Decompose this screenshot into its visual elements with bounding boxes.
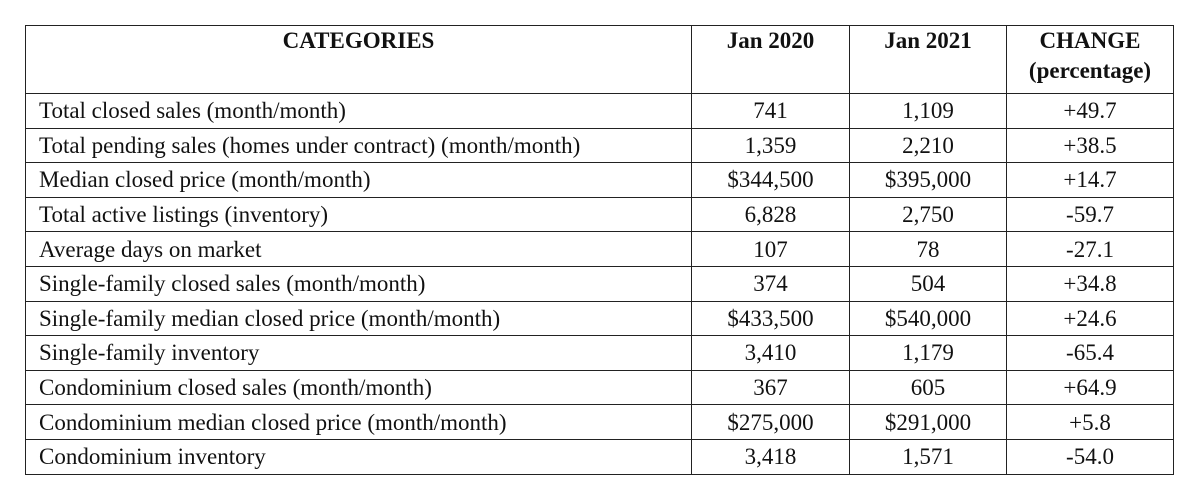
change-cell: +38.5 bbox=[1007, 128, 1174, 163]
category-cell: Single-family median closed price (month/month) bbox=[26, 301, 692, 336]
header-row bbox=[26, 26, 1174, 94]
table-row bbox=[26, 439, 1174, 474]
change-cell: -54.0 bbox=[1007, 439, 1174, 474]
table-header bbox=[26, 26, 1174, 94]
category-cell: Single-family closed sales (month/month) bbox=[26, 266, 692, 301]
change-cell: -65.4 bbox=[1007, 336, 1174, 371]
header-change-label: CHANGE bbox=[1039, 28, 1141, 53]
jan-2021-cell: 1,109 bbox=[850, 94, 1007, 129]
table-row bbox=[26, 370, 1174, 405]
category-cell: Condominium median closed price (month/month) bbox=[26, 405, 692, 440]
table-row bbox=[26, 128, 1174, 163]
jan-2021-cell: 605 bbox=[850, 370, 1007, 405]
header-jan-2021-label: Jan 2021 bbox=[884, 28, 972, 53]
change-cell: +5.8 bbox=[1007, 405, 1174, 440]
category-cell: Condominium inventory bbox=[26, 439, 692, 474]
table-body bbox=[26, 94, 1174, 475]
jan-2020-cell: $433,500 bbox=[692, 301, 850, 336]
header-change-unit: (percentage) bbox=[1028, 58, 1152, 83]
table-row bbox=[26, 197, 1174, 232]
change-cell: -59.7 bbox=[1007, 197, 1174, 232]
header-categories-label: CATEGORIES bbox=[282, 28, 435, 53]
jan-2020-cell: 3,410 bbox=[692, 336, 850, 371]
jan-2021-cell: 78 bbox=[850, 232, 1007, 267]
category-cell: Single-family inventory bbox=[26, 336, 692, 371]
header-jan-2021 bbox=[850, 26, 1007, 94]
change-cell: +64.9 bbox=[1007, 370, 1174, 405]
jan-2020-cell: 6,828 bbox=[692, 197, 850, 232]
table-row bbox=[26, 336, 1174, 371]
table-row bbox=[26, 163, 1174, 198]
header-jan-2020-label: Jan 2020 bbox=[726, 28, 815, 53]
category-cell: Condominium closed sales (month/month) bbox=[26, 370, 692, 405]
change-cell: +24.6 bbox=[1007, 301, 1174, 336]
jan-2020-cell: $275,000 bbox=[692, 405, 850, 440]
category-cell: Total pending sales (homes under contract) (month/month) bbox=[26, 128, 692, 163]
category-cell: Total active listings (inventory) bbox=[26, 197, 692, 232]
jan-2021-cell: $395,000 bbox=[850, 163, 1007, 198]
table-row bbox=[26, 405, 1174, 440]
jan-2021-cell: 1,179 bbox=[850, 336, 1007, 371]
jan-2020-cell: 3,418 bbox=[692, 439, 850, 474]
jan-2021-cell: 2,750 bbox=[850, 197, 1007, 232]
header-categories bbox=[26, 26, 692, 94]
jan-2021-cell: 1,571 bbox=[850, 439, 1007, 474]
change-cell: +49.7 bbox=[1007, 94, 1174, 129]
category-cell: Average days on market bbox=[26, 232, 692, 267]
change-cell: +34.8 bbox=[1007, 266, 1174, 301]
jan-2020-cell: 107 bbox=[692, 232, 850, 267]
table-row bbox=[26, 94, 1174, 129]
jan-2020-cell: 1,359 bbox=[692, 128, 850, 163]
jan-2021-cell: $291,000 bbox=[850, 405, 1007, 440]
jan-2021-cell: 504 bbox=[850, 266, 1007, 301]
jan-2021-cell: $540,000 bbox=[850, 301, 1007, 336]
change-cell: -27.1 bbox=[1007, 232, 1174, 267]
table-row bbox=[26, 232, 1174, 267]
jan-2020-cell: 374 bbox=[692, 266, 850, 301]
jan-2020-cell: 367 bbox=[692, 370, 850, 405]
table-row bbox=[26, 266, 1174, 301]
jan-2020-cell: 741 bbox=[692, 94, 850, 129]
header-jan-2020 bbox=[692, 26, 850, 94]
table-row bbox=[26, 301, 1174, 336]
category-cell: Median closed price (month/month) bbox=[26, 163, 692, 198]
header-change bbox=[1007, 26, 1174, 94]
jan-2021-cell: 2,210 bbox=[850, 128, 1007, 163]
change-cell: +14.7 bbox=[1007, 163, 1174, 198]
category-cell: Total closed sales (month/month) bbox=[26, 94, 692, 129]
market-statistics-table bbox=[25, 25, 1174, 475]
jan-2020-cell: $344,500 bbox=[692, 163, 850, 198]
